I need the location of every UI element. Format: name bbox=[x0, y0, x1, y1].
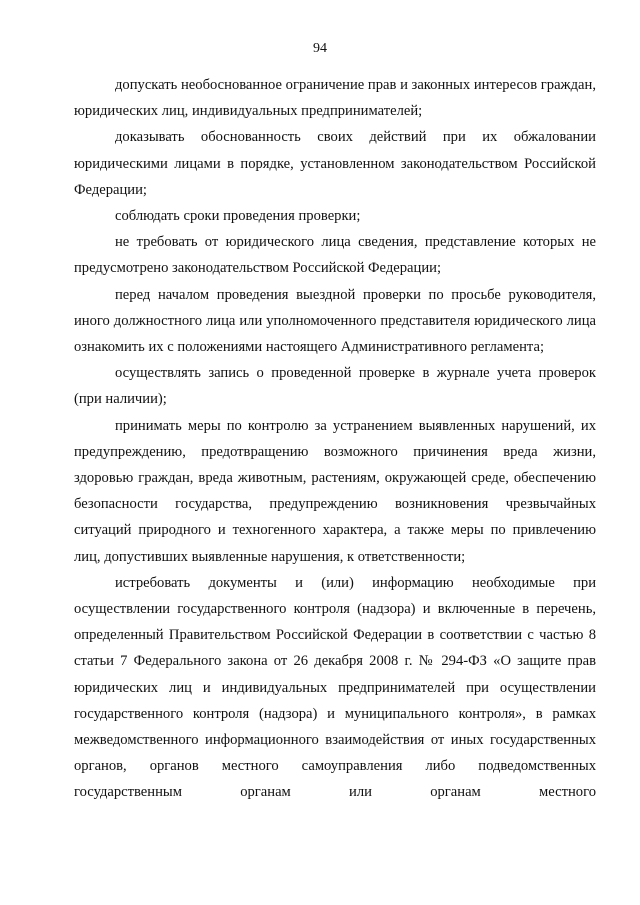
paragraph-inspection-log-entry: осуществлять запись о проведенной проверке в журнале учета проверок (при наличии); bbox=[74, 365, 596, 408]
paragraph-no-extra-information: не требовать от юридического лица сведения, представление которых не предусмотрено законодательством Российской Федерации; bbox=[74, 234, 596, 277]
page-number: 94 bbox=[313, 41, 327, 56]
paragraph-unjustified-restriction: допускать необоснованное ограничение прав и законных интересов граждан, юридических лиц, индивидуальных предпринимателей; bbox=[74, 77, 596, 120]
paragraph-request-documents: истребовать документы и (или) информацию необходимые при осуществлении государственного контроля (надзора) и включенные в перечень, определенный Правительством Российской Федерации в соответствии с частью 8 статьи 7 Федерального закона от 26 декабря 2008 г. № 294-ФЗ «О защите прав юридических лиц и индивидуальных предпринимателей при осуществлении государственного контроля (надзора) и муниципального контроля», в рамках межведомственного информационного взаимодействия от иных государственных органов, органов местного самоуправления либо подведомственных государственным органам или органам местного bbox=[74, 574, 596, 801]
paragraph-prove-actions: доказывать обоснованность своих действий при их обжаловании юридическими лицами в порядке, установленном законодательством Российской Федерации; bbox=[74, 129, 596, 198]
document-body bbox=[74, 72, 596, 806]
paragraph-familiarize-regulation: перед началом проведения выездной проверки по просьбе руководителя, иного должностного лица или уполномоченного представителя юридического лица ознакомить их с положениями настоящего Административного регламента; bbox=[74, 286, 596, 356]
paragraph-take-measures: принимать меры по контролю за устранением выявленных нарушений, их предупреждению, предотвращению возможного причинения вреда жизни, здоровью граждан, вреда животным, растениям, окружающей среде, обеспечению безопасности государства, предупреждению возникновения чрезвычайных ситуаций природного и техногенного характера, а также меры по привлечению лиц, допустивших выявленные нарушения, к ответственности; bbox=[74, 417, 596, 565]
paragraph-observe-deadlines: соблюдать сроки проведения проверки; bbox=[115, 208, 361, 225]
